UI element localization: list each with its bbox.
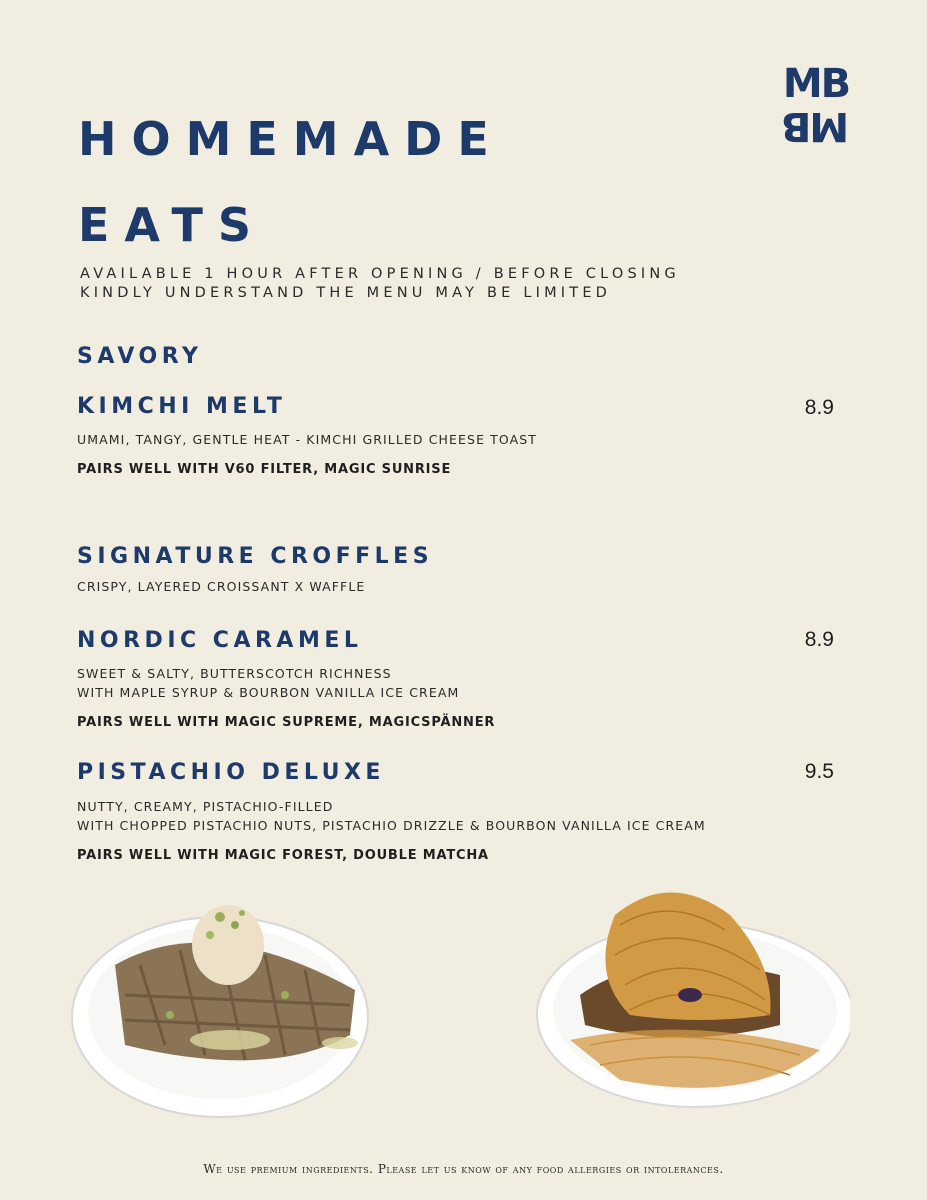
item-description-line: UMAMI, TANGY, GENTLE HEAT - KIMCHI GRILLED CHEESE TOAST — [77, 432, 538, 447]
title-line-2: EATS — [78, 198, 266, 252]
subtitle-line-1: AVAILABLE 1 HOUR AFTER OPENING / BEFORE CLOSING — [80, 266, 680, 282]
brand-logo — [778, 61, 854, 150]
item-description-line: NUTTY, CREAMY, PISTACHIO-FILLED — [77, 799, 334, 814]
allergy-note: We use premium ingredients. Please let us know of any food allergies or intolerances. — [203, 1162, 724, 1176]
section-heading-savory: SAVORY — [77, 344, 203, 369]
kataifi-croffle-photo-icon — [530, 875, 850, 1115]
item-description-line: WITH CHOPPED PISTACHIO NUTS, PISTACHIO DRIZZLE & BOURBON VANILLA ICE CREAM — [77, 818, 706, 833]
page-title — [78, 96, 504, 268]
item-name: NORDIC CARAMEL — [77, 628, 363, 653]
item-price: 9.5 — [804, 760, 834, 783]
item-description — [77, 664, 459, 702]
section-description: CRISPY, LAYERED CROISSANT X WAFFLE — [77, 579, 366, 594]
item-description-line: WITH MAPLE SYRUP & BOURBON VANILLA ICE CREAM — [77, 685, 460, 700]
item-price: 8.9 — [804, 396, 834, 419]
item-pairing: PAIRS WELL WITH MAGIC SUPREME, MAGICSPÄNNER — [77, 715, 496, 730]
item-name: PISTACHIO DELUXE — [77, 760, 385, 785]
logo-top-text: MB — [782, 61, 850, 107]
logo-bottom-text: MB — [782, 103, 850, 149]
availability-note — [80, 265, 680, 303]
subtitle-line-2: KINDLY UNDERSTAND THE MENU MAY BE LIMITED — [80, 285, 612, 301]
item-price: 8.9 — [804, 628, 834, 651]
item-name: KIMCHI MELT — [77, 394, 287, 419]
item-pairing: PAIRS WELL WITH V60 FILTER, MAGIC SUNRISE — [77, 462, 452, 477]
item-pairing: PAIRS WELL WITH MAGIC FOREST, DOUBLE MATCHA — [77, 848, 489, 863]
item-description — [77, 430, 537, 449]
item-description — [77, 797, 706, 835]
title-line-1: HOMEMADE — [78, 112, 504, 166]
pistachio-croffle-photo-icon — [70, 895, 380, 1125]
section-heading-croffles: SIGNATURE CROFFLES — [77, 544, 434, 569]
item-description-line: SWEET & SALTY, BUTTERSCOTCH RICHNESS — [77, 666, 392, 681]
